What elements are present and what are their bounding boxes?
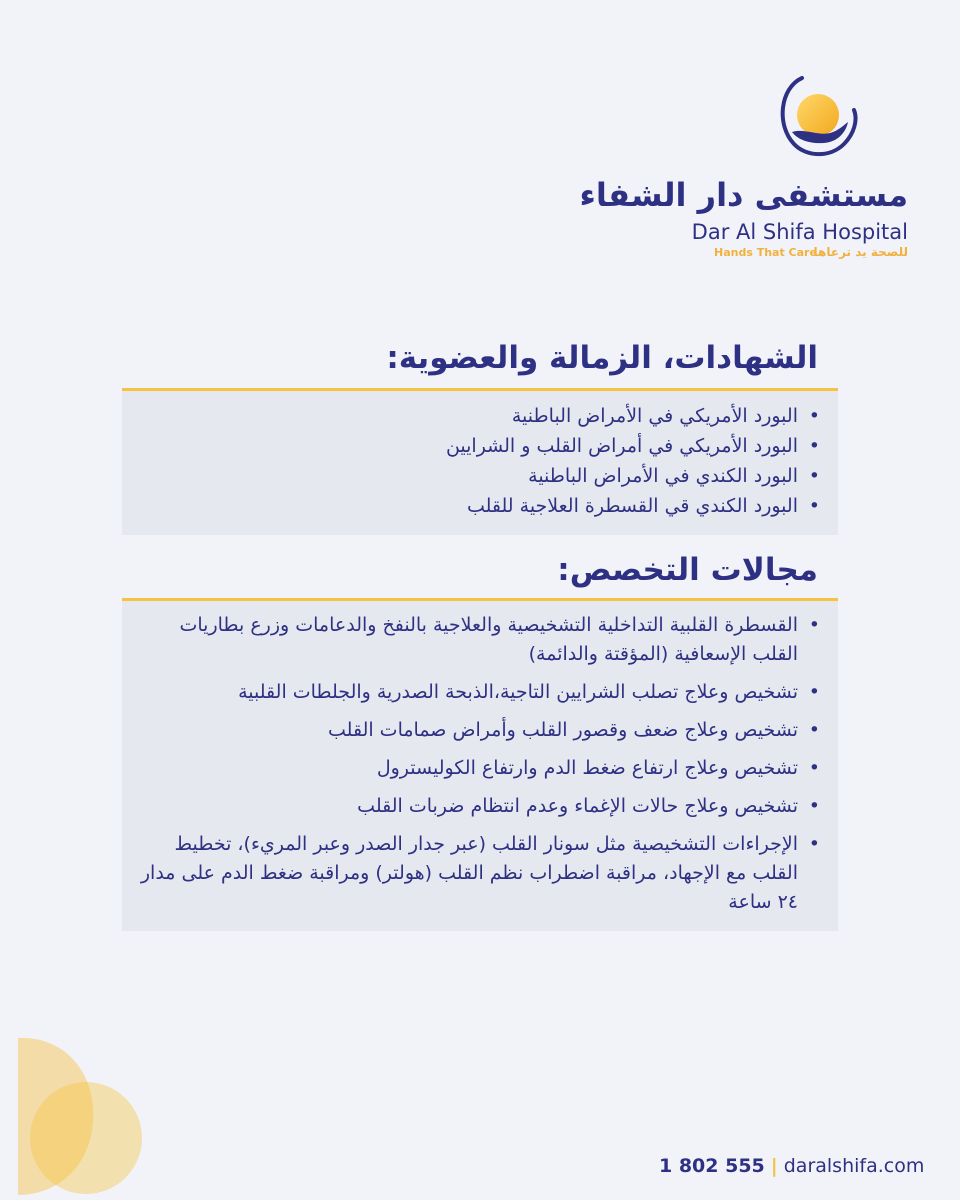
bullet-icon: •	[808, 757, 820, 779]
list-item: • تشخيص وعلاج تصلب الشرايين التاجية،الذبحة الصدرية والجلطات القلبية	[138, 678, 820, 707]
list-item: • الإجراءات التشخيصية مثل سونار القلب (عبر جدار الصدر وعبر المريء)، تخطيط القلب مع الإجهاد، مراقبة اضطراب نظم القلب (هولتر) ومراقبة ضغط الدم على مدار ٢٤ ساعة	[138, 830, 820, 917]
list-item: • البورد الأمريكي في الأمراض الباطنية	[138, 401, 820, 431]
specialties-list	[138, 611, 820, 926]
tagline-ar: للصحة يد ترعاها	[813, 245, 908, 259]
footer-separator: |	[770, 1155, 778, 1177]
bullet-icon: •	[808, 719, 820, 741]
bullet-icon: •	[808, 435, 820, 457]
certifications-box	[122, 391, 838, 535]
website-link[interactable]: daralshifa.com	[783, 1155, 925, 1177]
hospital-name-ar: مستشفى دار الشفاء	[579, 176, 908, 214]
tagline-en: Hands That Care	[714, 246, 817, 259]
specialties-title: مجالات التخصص:	[557, 552, 818, 588]
certifications-title: الشهادات، الزمالة والعضوية:	[386, 340, 818, 376]
bullet-icon: •	[808, 795, 820, 817]
sun-in-hand-icon	[772, 70, 862, 170]
list-item: • تشخيص وعلاج حالات الإغماء وعدم انتظام ضربات القلب	[138, 792, 820, 821]
list-item: • القسطرة القلبية التداخلية التشخيصية والعلاجية بالنفخ والدعامات وزرع بطاريات القلب الإسعافية (المؤقتة والدائمة)	[138, 611, 820, 669]
list-item: • البورد الأمريكي في أمراض القلب و الشرايين	[138, 431, 820, 461]
decorative-shapes	[0, 1030, 150, 1200]
footer-contact	[659, 1155, 924, 1177]
certifications-list	[138, 401, 820, 521]
list-item: • تشخيص وعلاج ارتفاع ضغط الدم وارتفاع الكوليسترول	[138, 754, 820, 783]
bullet-icon: •	[808, 614, 820, 636]
list-item: • البورد الكندي في الأمراض الباطنية	[138, 461, 820, 491]
hospital-name-en: Dar Al Shifa Hospital	[691, 220, 908, 244]
bullet-icon: •	[808, 833, 820, 855]
specialties-box	[122, 601, 838, 931]
bullet-icon: •	[808, 495, 820, 517]
bullet-icon: •	[808, 405, 820, 427]
list-item: • البورد الكندي قي القسطرة العلاجية للقلب	[138, 491, 820, 521]
hospital-logo	[579, 70, 930, 270]
list-item: • تشخيص وعلاج ضعف وقصور القلب وأمراض صمامات القلب	[138, 716, 820, 745]
bullet-icon: •	[808, 465, 820, 487]
phone-number[interactable]: 1 802 555	[659, 1155, 765, 1177]
bullet-icon: •	[808, 681, 820, 703]
